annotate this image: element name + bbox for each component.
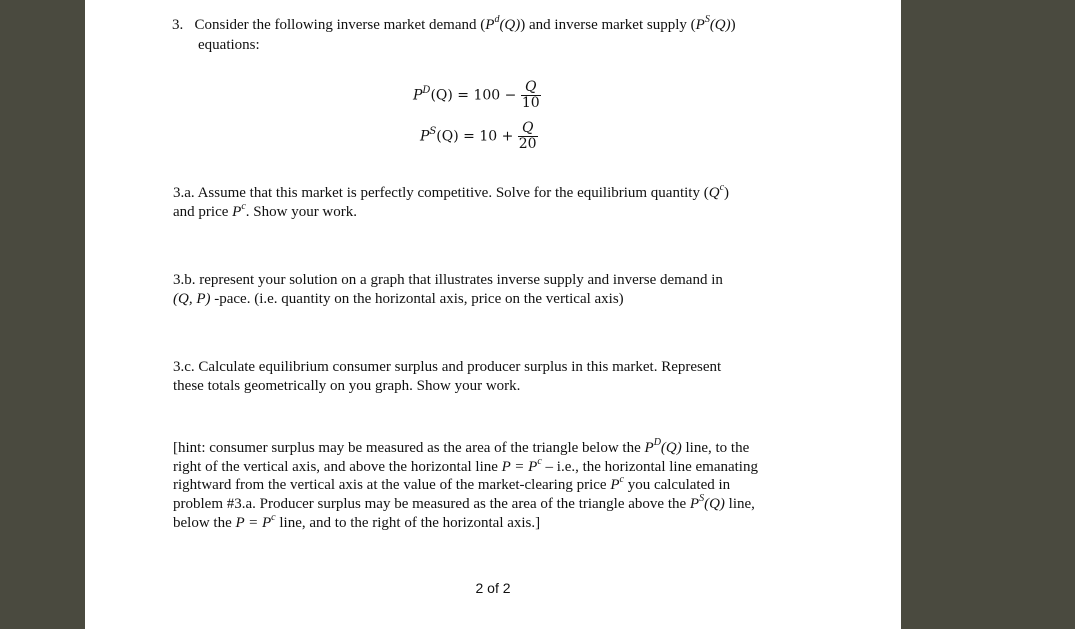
part-b-line2: (Q, P) -pace. (i.e. quantity on the horizontal axis, price on the vertical axis)	[173, 291, 624, 307]
part-a-line2: and price $P^c$. Show your work.	[173, 201, 358, 220]
part-c-line1: 3.c. Calculate equilibrium consumer surplus and producer surplus in this market. Represent	[173, 359, 722, 375]
question-3-intro-line2: equations:	[198, 37, 260, 53]
hint-line1: [hint: consumer surplus may be measured as the area of the triangle below the $P^D(Q)$ line, to the	[173, 437, 750, 456]
hint-line2: right of the vertical axis, and above the horizontal line $P = P^c - i.e$., the horizontal line emanating	[173, 456, 758, 475]
part-c-line2: these totals geometrically on you graph. Show your work.	[173, 378, 521, 394]
hint-line3: rightward from the vertical axis at the value of the market-clearing price $P^c$ you calculated in	[173, 474, 731, 493]
page-number: 2 of 2	[475, 580, 511, 596]
question-3-intro-line1: 3. Consider the following inverse market demand $(P^d(Q))$ and inverse market supply $(P^S(Q))$	[172, 14, 736, 33]
supply-equation: $P^S(Q) = 10$ + $\frac{Q}{20}$	[420, 120, 537, 152]
supply-fraction: $\frac{Q}{20}$	[518, 120, 537, 152]
hint-line4: problem #3.a. Producer surplus may be measured as the area of the triangle above the $P^S(Q)$ line,	[173, 493, 755, 512]
hint-line5: below the $P = P^c$ line, and to the right of the horizontal axis.]	[173, 512, 541, 531]
part-b-line1: 3.b. represent your solution on a graph that illustrates inverse supply and inverse demand in	[173, 272, 723, 288]
demand-equation: $P^D(Q) = 100$ − $\frac{Q}{10}$	[413, 79, 540, 111]
part-a-line1: 3.a. Assume that this market is perfectly competitive. Solve for the equilibrium quantity $(Q^c)$	[173, 182, 730, 201]
document-page	[85, 0, 901, 629]
demand-fraction: $\frac{Q}{10}$	[521, 79, 540, 111]
